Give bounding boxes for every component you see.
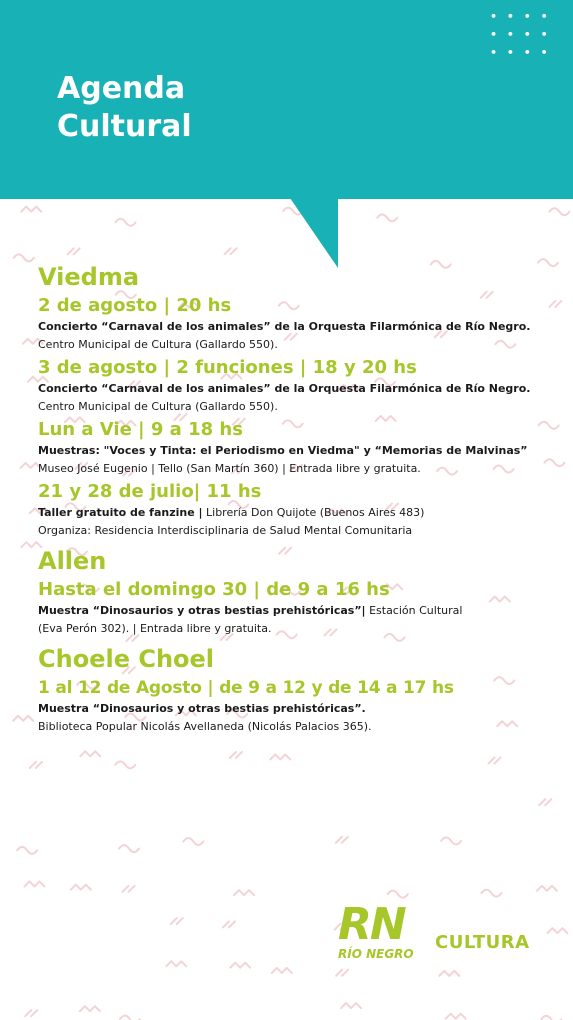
event-item: [38, 578, 558, 638]
event-date: Lun a Vie | 9 a 18 hs: [38, 419, 243, 440]
pattern-squiggle: [234, 890, 254, 895]
section-allen: [38, 546, 558, 638]
header-banner: [0, 0, 573, 199]
pattern-squiggle: [119, 845, 139, 852]
rio-negro-logo: [338, 899, 414, 961]
pattern-squiggle: [13, 716, 33, 721]
pattern-squiggle: [21, 207, 41, 212]
section-choele-choel: [38, 644, 558, 736]
pattern-squiggle: [441, 837, 461, 844]
pattern-squiggle: [68, 248, 80, 254]
pattern-squiggle: [166, 961, 186, 966]
pattern-squiggle: [270, 754, 290, 759]
pattern-squiggle: [24, 881, 44, 886]
pattern-squiggle: [230, 963, 250, 968]
pattern-squiggle: [223, 921, 235, 927]
pattern-squiggle: [225, 248, 237, 254]
event-title: Concierto “Carnaval de los animales” de la Orquesta Filarmónica de Río Negro.: [38, 382, 531, 395]
event-venue: (Eva Perón 302). | Entrada libre y gratuita.: [38, 622, 272, 635]
speech-pointer: [290, 198, 340, 270]
event-venue: Centro Municipal de Cultura (Gallardo 550).: [38, 338, 278, 351]
pattern-squiggle: [539, 799, 551, 805]
event-title: Concierto “Carnaval de los animales” de la Orquesta Filarmónica de Río Negro.: [38, 320, 531, 333]
event-date: Hasta el domingo 30 | de 9 a 16 hs: [38, 579, 390, 600]
pattern-squiggle: [388, 891, 408, 898]
pattern-squiggle: [80, 1006, 100, 1011]
pattern-squiggle: [116, 219, 136, 226]
logo-mark: RN: [338, 899, 405, 950]
pattern-squiggle: [489, 757, 501, 763]
event-item: [38, 480, 558, 540]
pattern-squiggle: [377, 214, 397, 221]
city-heading: Allen: [38, 547, 107, 575]
pattern-squiggle: [71, 885, 91, 890]
pattern-squiggle: [123, 886, 135, 892]
pattern-squiggle: [481, 890, 501, 897]
event-venue: Museo José Eugenio | Tello (San Martín 360) | Entrada libre y gratuita.: [38, 462, 421, 475]
event-title: Muestras: "Voces y Tinta: el Periodismo en Viedma" y “Memorias de Malvinas”: [38, 444, 528, 457]
pattern-squiggle: [80, 751, 100, 756]
city-heading: Choele Choel: [38, 645, 215, 673]
pattern-squiggle: [183, 838, 203, 845]
title-line-2: Cultural: [57, 109, 192, 144]
page-title: [57, 70, 192, 146]
event-item: [38, 356, 558, 416]
pattern-squiggle: [171, 918, 183, 924]
event-item: [38, 676, 558, 736]
event-venue: Biblioteca Popular Nicolás Avellaneda (Nicolás Palacios 365).: [38, 720, 372, 733]
event-date: 1 al 12 de Agosto | de 9 a 12 y de 14 a 17 hs: [38, 678, 454, 698]
logo-subtitle: RÍO NEGRO: [338, 947, 414, 961]
pattern-squiggle: [230, 752, 242, 758]
event-date: 3 de agosto | 2 funciones | 18 y 20 hs: [38, 357, 417, 378]
pattern-squiggle: [439, 971, 459, 976]
event-venue: Organiza: Residencia Interdisciplinaria de Salud Mental Comunitaria: [38, 524, 413, 537]
pattern-squiggle: [336, 837, 348, 843]
pattern-squiggle: [25, 1010, 37, 1016]
event-date: 2 de agosto | 20 hs: [38, 295, 232, 316]
section-viedma: [38, 262, 558, 540]
event-title: Taller gratuito de fanzine | Librería Don Quijote (Buenos Aires 483): [38, 506, 425, 519]
decorative-dots: • • • • • • • • • • • •: [490, 10, 551, 59]
event-date: 21 y 28 de julio| 11 hs: [38, 481, 262, 502]
event-item: [38, 418, 558, 478]
event-venue: Centro Municipal de Cultura (Gallardo 550).: [38, 400, 278, 413]
event-title: Muestra “Dinosaurios y otras bestias prehistóricas”.: [38, 702, 366, 715]
pattern-squiggle: [120, 1016, 140, 1020]
pattern-squiggle: [115, 761, 135, 768]
event-title: Muestra “Dinosaurios y otras bestias prehistóricas”| Estación Cultural: [38, 604, 463, 617]
city-heading: Viedma: [38, 263, 140, 291]
pattern-squiggle: [537, 886, 557, 891]
pattern-squiggle: [341, 1003, 361, 1008]
pattern-squiggle: [336, 970, 348, 976]
pattern-squiggle: [14, 254, 34, 261]
logo-label: CULTURA: [435, 932, 530, 953]
pattern-squiggle: [541, 1016, 561, 1020]
pattern-squiggle: [549, 208, 569, 215]
agenda-list: [38, 262, 558, 738]
pattern-squiggle: [446, 1014, 466, 1019]
pattern-squiggle: [547, 928, 567, 933]
pattern-squiggle: [30, 762, 42, 768]
pattern-squiggle: [17, 847, 37, 854]
title-line-1: Agenda: [57, 71, 186, 106]
event-item: [38, 294, 558, 354]
pattern-squiggle: [272, 968, 292, 973]
